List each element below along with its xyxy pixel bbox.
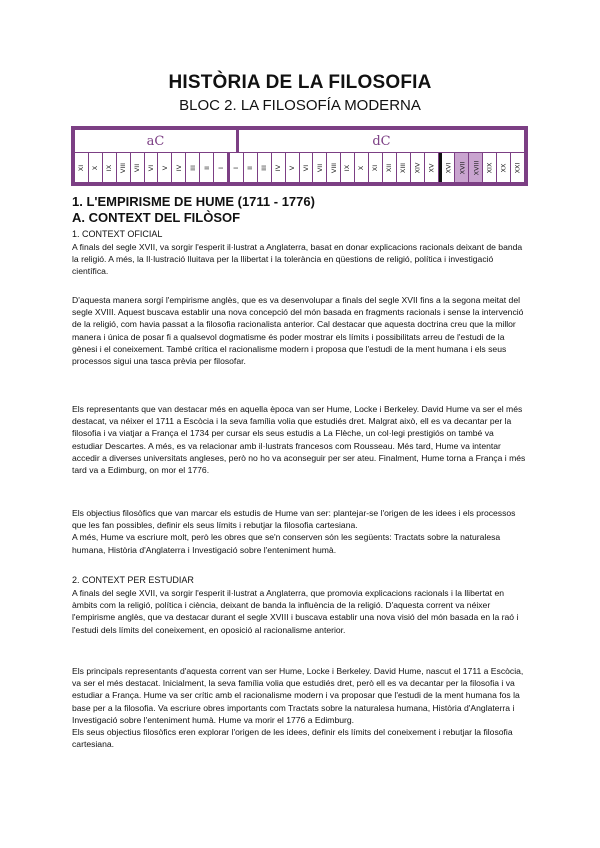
century-cell-dc bbox=[313, 153, 327, 182]
century-label: V bbox=[288, 165, 297, 170]
century-label: III bbox=[260, 164, 269, 171]
century-cell-dc bbox=[230, 153, 244, 182]
paragraph: Els objectius filosòfics que van marcar els estudis de Hume van ser: plantejar-se l'origen de les idees i els processos que les fan possibles, definir els seus límits i rebutjar la filosofia cartesiana. A més, Hume va escriure molt, però les obres que se'n conserven són les següents: Tractats sobre la naturalesa humana, Història d'Anglaterra i Investigació sobre l'enteniment humà. bbox=[72, 508, 516, 555]
century-label: V bbox=[160, 165, 169, 170]
section-heading: 1. L'EMPIRISME DE HUME (1711 - 1776) bbox=[72, 194, 315, 209]
century-cell-ac bbox=[172, 153, 186, 182]
century-label: IX bbox=[343, 164, 352, 171]
century-label: X bbox=[357, 165, 366, 170]
century-cell-ac bbox=[75, 153, 89, 182]
century-cell-ac bbox=[145, 153, 159, 182]
century-cell-dc bbox=[483, 153, 497, 182]
century-cell-ac bbox=[117, 153, 131, 182]
paragraph: A finals del segle XVII, va sorgir l'esperit il·lustrat a Anglaterra, que promovia explicacions racionals i la llibertat en àmbits com la religió, política i ciència, deixant de banda la influència de la religió. D'aquesta corrent va néixer l'empirisme anglès, que va destacar durant el segle XVIII i buscava establir una nova visió del món basada en la raó i l'estudi dels límits del coneixement, en oposició al racionalisme anterior. bbox=[72, 588, 519, 635]
century-label: IV bbox=[274, 164, 283, 171]
century-label: IX bbox=[105, 164, 114, 171]
century-label: I bbox=[216, 166, 225, 169]
century-label: II bbox=[246, 165, 255, 170]
century-cell-dc bbox=[497, 153, 511, 182]
century-cell-dc bbox=[439, 153, 456, 182]
century-cell-dc bbox=[355, 153, 369, 182]
subsection-heading: A. CONTEXT DEL FILÒSOF bbox=[72, 210, 241, 225]
century-cell-dc bbox=[425, 153, 439, 182]
era-label-dc: dC bbox=[239, 130, 524, 153]
century-label: III bbox=[188, 164, 197, 171]
century-label: XIV bbox=[413, 162, 422, 173]
century-cell-dc bbox=[300, 153, 314, 182]
century-label: XXI bbox=[513, 162, 522, 173]
century-label: XIX bbox=[485, 162, 494, 173]
century-label: XI bbox=[371, 164, 380, 171]
century-cell-ac bbox=[186, 153, 200, 182]
century-cell-ac bbox=[89, 153, 103, 182]
century-cell-dc bbox=[244, 153, 258, 182]
century-cell-dc bbox=[455, 153, 469, 182]
century-cell-dc bbox=[511, 153, 524, 182]
century-cell-dc bbox=[469, 153, 483, 182]
century-cell-ac bbox=[158, 153, 172, 182]
century-label: IV bbox=[174, 164, 183, 171]
century-label: XVII bbox=[457, 161, 466, 174]
context-oficial-title: 1. CONTEXT OFICIAL bbox=[72, 229, 163, 239]
century-cell-dc bbox=[383, 153, 397, 182]
document-subtitle: BLOC 2. LA FILOSOFÍA MODERNA bbox=[179, 97, 421, 114]
century-cell-dc bbox=[258, 153, 272, 182]
century-cell-dc bbox=[369, 153, 383, 182]
century-label: XX bbox=[499, 163, 508, 172]
century-label: XIII bbox=[399, 162, 408, 173]
century-cell-ac bbox=[103, 153, 117, 182]
century-cell-dc bbox=[341, 153, 355, 182]
century-label: XV bbox=[427, 163, 436, 172]
century-cell-ac bbox=[131, 153, 145, 182]
timeline-centuries bbox=[75, 153, 524, 182]
century-label: I bbox=[232, 166, 241, 169]
century-cell-dc bbox=[411, 153, 425, 182]
century-label: VI bbox=[146, 164, 155, 171]
century-label: VIII bbox=[329, 162, 338, 173]
century-cell-ac bbox=[214, 153, 230, 182]
century-label: XII bbox=[385, 163, 394, 172]
century-label: VII bbox=[133, 163, 142, 172]
century-label: VIII bbox=[119, 162, 128, 173]
century-cell-ac bbox=[200, 153, 214, 182]
century-timeline bbox=[71, 126, 528, 186]
paragraph: Els principals representants d'aquesta corrent van ser Hume, Locke i Berkeley. David Hume, nascut el 1711 a Escòcia, va ser el més destacat. Inicialment, la seva família volia que estudiés dret, però ell es va decantar per la filosofia i va estudiar a França. Hume va ser crític amb el racionalisme modern i va proposar que l'estudi de la ment humana fos la base per a la filosofia. Va escriure obres importants com Tractats sobre la naturalesa humana, Història d'Anglaterra i Investigació sobre l'enteniment humà. Hume va morir el 1776 a Edimburg. Els seus objectius filosòfics eren explorar l'origen de les idees, definir els límits del coneixement i rebutjar la filosofia cartesiana. bbox=[72, 666, 524, 750]
century-label: XI bbox=[77, 164, 86, 171]
century-label: XVI bbox=[444, 162, 453, 173]
century-label: VI bbox=[301, 164, 310, 171]
century-label: VII bbox=[315, 163, 324, 172]
century-label: II bbox=[202, 165, 211, 170]
century-cell-dc bbox=[272, 153, 286, 182]
paragraph: D'aquesta manera sorgí l'empirisme anglès, que es va desenvolupar a finals del segle XVII fins a la segona meitat del segle XVIII. Aquest buscava establir una nova concepció del món basada en fragments racionals i sense la intervenció de la religió, com havia passat a la filosofia racionalista anterior. Cal destacar que aquesta doctrina creu que la millor manera i única de posar fi a qualsevol dogmatisme és poder mostrar els límits i possibilitats arreu de l'estudi de la gènesi i el coneixement. També crítica el racionalisme modern i proposa que l'estudi de la ment humana i els seus processos sigui una tasca prèvia per filosofar. bbox=[72, 295, 524, 367]
timeline-body bbox=[75, 130, 524, 182]
paragraph: Els representants que van destacar més en aquella època van ser Hume, Locke i Berkeley. David Hume va ser el més destacat, va néixer el 1711 a Escòcia i la seva família volia que estudiés dret. Malgrat això, ell es va decantar per la filosofia i va viatjar a França el 1734 per cursar els seus estudis a La Flèche, un col·legi prestigiós on també va estudiar Descartes. A més, es va relacionar amb il·lustrats francesos com Rousseau. Més tard, Hume va intentar accedir a diverses universitats angleses, però no ho va aconseguir per ser ateu. Finalment, Hume torna a França i més tard va a Edimburg, on mor el 1776. bbox=[72, 404, 526, 476]
document-title: HISTÒRIA DE LA FILOSOFIA bbox=[168, 72, 432, 93]
century-cell-dc bbox=[397, 153, 411, 182]
century-cell-dc bbox=[286, 153, 300, 182]
century-label: XVIII bbox=[471, 160, 480, 175]
century-cell-dc bbox=[327, 153, 341, 182]
context-estudiar-title: 2. CONTEXT PER ESTUDIAR bbox=[72, 575, 194, 585]
era-label-ac: aC bbox=[75, 130, 239, 153]
century-label: X bbox=[91, 165, 100, 170]
paragraph: A finals del segle XVII, va sorgir l'esperit il·lustrat a Anglaterra, basat en donar explicacions racionals deixant de banda la religió. A més, la Il·lustració lluitava per la llibertat i la tolerància en qüestions de religió, política i investigació científica. bbox=[72, 242, 523, 277]
